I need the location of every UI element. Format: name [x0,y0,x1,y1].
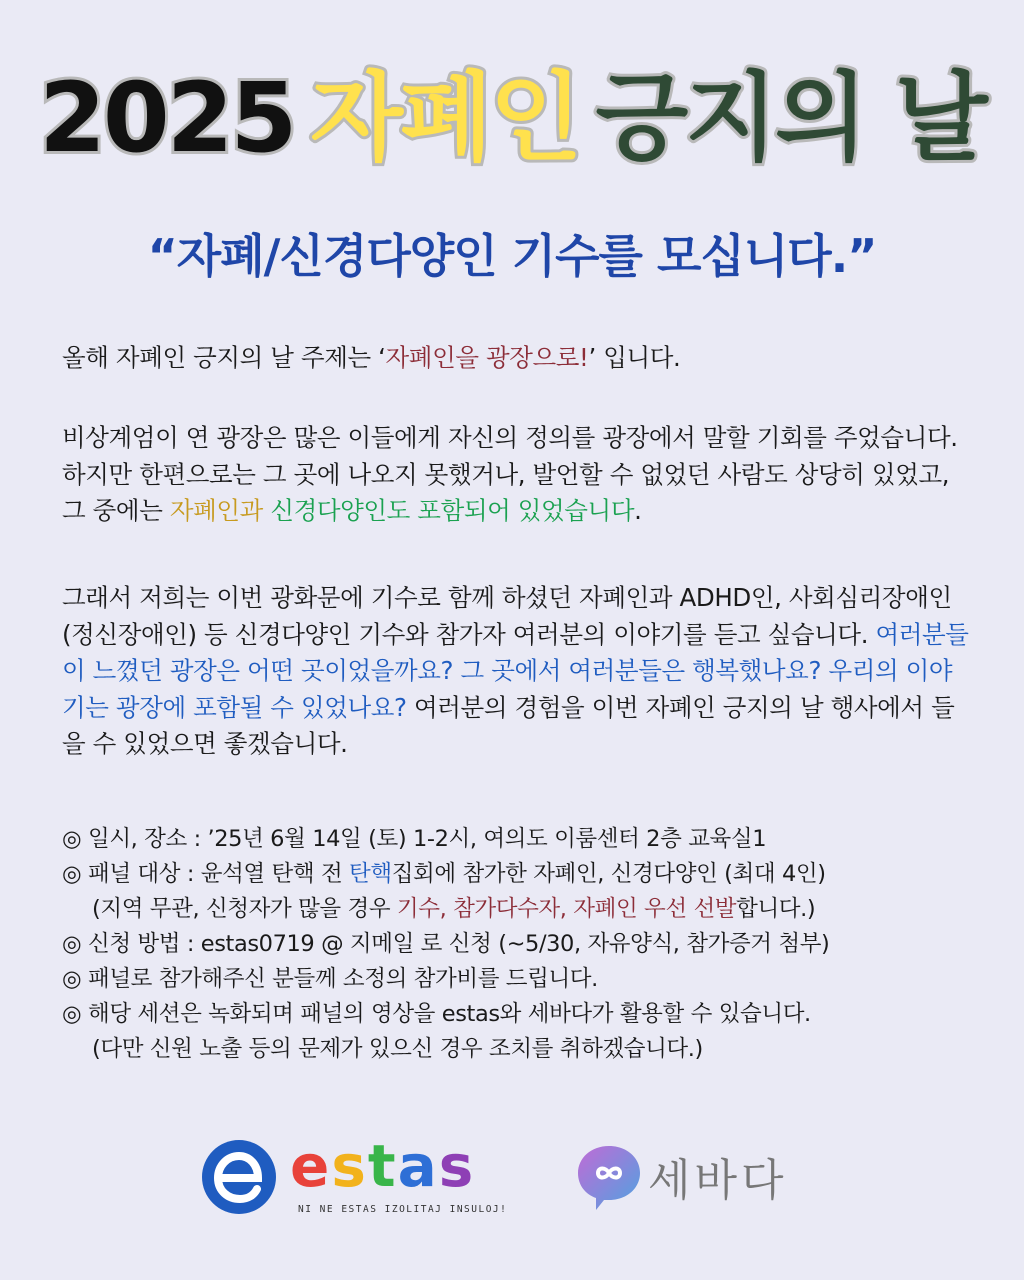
estas-tagline: NI NE ESTAS IZOLITAJ INSULOJ! [298,1204,508,1215]
bullet-icon: ◎ [62,861,82,887]
theme-highlight: 자폐인을 광장으로! [385,343,589,372]
headline-autism: 자폐인 [310,62,580,174]
autistic-highlight: 자폐인과 [169,496,263,525]
organizer-logos [0,1130,1024,1230]
priority-highlight: 기수, 참가다수자, 자폐인 우선 선발 [396,896,737,922]
estas-letter: e [290,1132,332,1200]
estas-letter: a [397,1132,439,1200]
bullet-icon: ◎ [62,966,82,992]
sebada-wordmark: 세바다 [648,1155,788,1206]
detail-selection-note: (지역 무관, 신청자가 많을 경우 기수, 참가다수자, 자폐인 우선 선발합니다.) [92,896,816,922]
recruitment-subtitle: “자폐/신경다양인 기수를 모십니다.” [147,229,877,283]
detail-panel-target: ◎ 패널 대상 : 윤석열 탄핵 전 탄핵집회에 참가한 자폐인, 신경다양인 (최대 4인) [62,861,826,887]
detail-privacy-note: (다만 신원 노출 등의 문제가 있으신 경우 조치를 취하겠습니다.) [92,1036,703,1062]
detail-date-place: ◎ 일시, 장소 : ’25년 6월 14일 (토) 1-2시, 여의도 이룸센터 2층 교육실1 [62,826,767,852]
invitation-questions: 여러분들이 느꼈던 광장은 어떤 곳이었을까요? 그 곳에서 여러분들은 행복했나요? 우리의 이야기는 광장에 포함될 수 있었나요? [62,619,969,722]
theme-intro: 올해 자폐인 긍지의 날 주제는 ‘ [62,343,386,372]
theme-paragraph [62,340,972,377]
context-text: 비상계엄이 연 광장은 많은 이들에게 자신의 정의를 광장에서 말할 기회를 주었습니다. 하지만 한편으로는 그 곳에 나오지 못했거나, 발언할 수 없었던 사람도 상당히 있었고, 그 중에는 [62,423,958,525]
impeachment-highlight: 탄핵 [349,861,392,887]
bullet-icon: ◎ [62,931,82,957]
headline-pride-day: 긍지의 날 [595,62,985,174]
invitation-text: 그래서 저희는 이번 광화문에 기수로 함께 하셨던 자폐인과 ADHD인, 사회심리장애인(정신장애인) 등 신경다양인 기수와 참가자 여러분의 이야기를 듣고 싶습니다. [62,583,952,649]
estas-wordmark [290,1132,476,1200]
context-period: . [634,496,642,525]
context-paragraph [62,420,972,530]
infinity-speech-bubble-icon [574,1142,644,1212]
bullet-icon: ◎ [62,1001,82,1027]
headline-year: 2025 [39,62,295,174]
bullet-icon: ◎ [62,826,82,852]
detail-recording-notice: ◎ 해당 세션은 녹화되며 패널의 영상을 estas와 세바다가 활용할 수 있습니다. [62,1001,811,1027]
invitation-paragraph [62,580,972,763]
detail-how-to-apply: ◎ 신청 방법 : estas0719 @ 지메일 로 신청 (~5/30, 자유양식, 참가증거 첨부) [62,931,830,957]
estas-letter: s [438,1132,476,1200]
estas-letter: s [331,1132,368,1200]
invitation-closing: 여러분의 경험을 이번 자폐인 긍지의 날 행사에서 들을 수 있었으면 좋겠습니다. [62,692,955,758]
theme-end: ’ 입니다. [588,343,681,372]
estas-letter: t [367,1132,398,1200]
event-details [62,822,972,1067]
estas-e-circle-icon [200,1138,278,1216]
event-headline [0,58,1024,178]
detail-participation-fee: ◎ 패널로 참가해주신 분들께 소정의 참가비를 드립니다. [62,966,598,992]
neurodiverse-highlight: 신경다양인도 포함되어 있었습니다 [270,496,635,525]
